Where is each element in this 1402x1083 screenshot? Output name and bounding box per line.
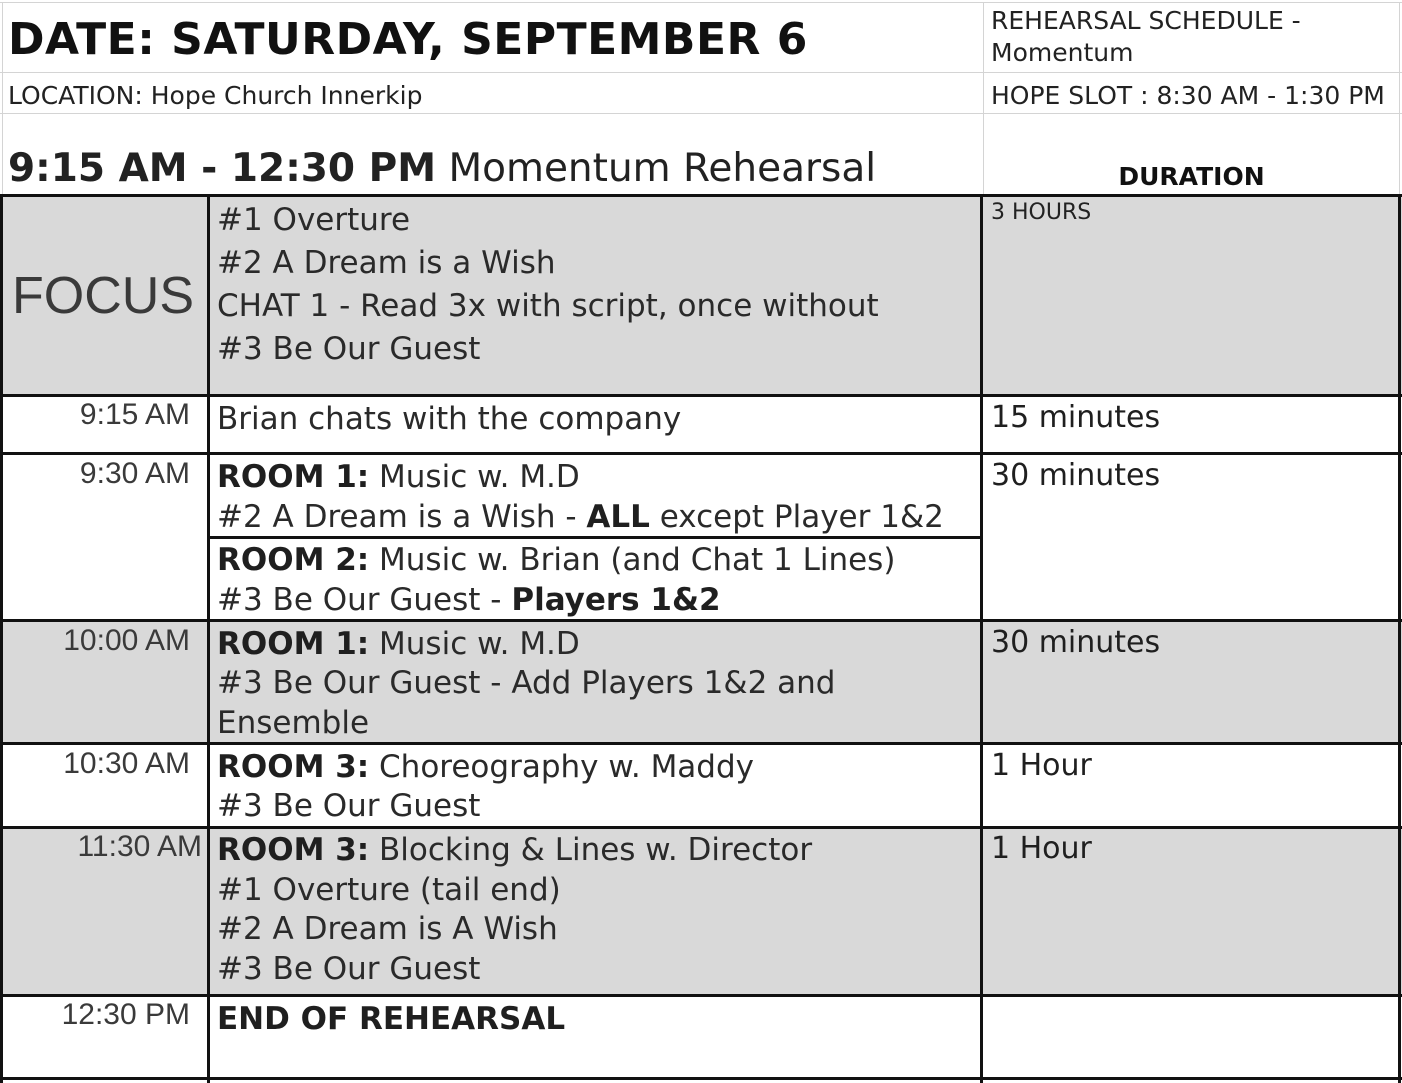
room-label: ROOM 2:: [217, 542, 370, 578]
gridline: [0, 2, 1402, 3]
row-duration: 1 Hour: [991, 831, 1092, 866]
table-border: [0, 826, 1402, 829]
table-border: [0, 742, 1402, 745]
schedule-title-line2: Momentum: [991, 38, 1134, 67]
row-duration: 1 Hour: [991, 748, 1092, 783]
duration-header: DURATION: [1118, 162, 1265, 191]
time-label: 11:30 AM: [77, 830, 202, 863]
table-border: [0, 1077, 1402, 1080]
focus-item: #3 Be Our Guest: [217, 331, 481, 367]
room2-detail: [217, 580, 721, 620]
end-label: END OF REHEARSAL: [217, 1001, 566, 1037]
gridline: [0, 72, 1402, 73]
row-activity: [217, 747, 754, 787]
row-detail: #3 Be Our Guest - Add Players 1&2 and: [217, 665, 836, 701]
row-duration: 30 minutes: [991, 625, 1161, 660]
room-label: ROOM 1:: [217, 626, 370, 662]
rehearsal-name: Momentum Rehearsal: [448, 146, 877, 191]
table-border: [0, 394, 1402, 397]
detail-bold: ALL: [586, 499, 650, 535]
gridline: [0, 113, 1402, 114]
focus-item: #2 A Dream is a Wish: [217, 245, 556, 281]
activity-text: Music w. Brian (and Chat 1 Lines): [369, 542, 896, 578]
location-text: LOCATION: Hope Church Innerkip: [8, 81, 423, 110]
row-detail: #3 Be Our Guest: [217, 951, 481, 987]
gridline: [2, 2, 3, 195]
room-label: ROOM 1:: [217, 459, 370, 495]
row-detail: #1 Overture (tail end): [217, 872, 561, 908]
time-range: 9:15 AM - 12:30 PM: [8, 146, 437, 191]
activity-text: Choreography w. Maddy: [369, 749, 755, 785]
detail-text: #3 Be Our Guest -: [217, 582, 512, 618]
rehearsal-time-range: [8, 146, 876, 191]
table-border: [0, 994, 1402, 997]
table-border: [980, 194, 983, 1083]
focus-duration: 3 HOURS: [991, 200, 1092, 225]
row-detail: Ensemble: [217, 705, 370, 741]
room-label: ROOM 3:: [217, 749, 370, 785]
room2-activity: [217, 540, 895, 580]
focus-label: FOCUS: [12, 267, 194, 325]
table-border: [1398, 194, 1401, 1083]
activity-text: Blocking & Lines w. Director: [369, 832, 813, 868]
time-label: 10:00 AM: [63, 624, 190, 657]
row-duration: 30 minutes: [991, 458, 1161, 493]
hope-slot-text: HOPE SLOT : 8:30 AM - 1:30 PM: [991, 81, 1385, 110]
room-label: ROOM 3:: [217, 832, 370, 868]
focus-item: #1 Overture: [217, 202, 411, 238]
activity-text: Music w. M.D: [369, 459, 580, 495]
row-detail: #2 A Dream is A Wish: [217, 911, 558, 947]
activity-text: Music w. M.D: [369, 626, 580, 662]
detail-text: except Player 1&2: [649, 499, 944, 535]
room1-activity: [217, 457, 580, 497]
detail-bold: Players 1&2: [511, 582, 721, 618]
table-border: [207, 194, 210, 1083]
time-label: 12:30 PM: [61, 998, 190, 1031]
detail-text: #2 A Dream is a Wish -: [217, 499, 587, 535]
date-heading: DATE: SATURDAY, SEPTEMBER 6: [8, 14, 808, 65]
time-label: 9:30 AM: [79, 457, 190, 490]
table-border: [0, 452, 1402, 455]
focus-item: CHAT 1 - Read 3x with script, once without: [217, 288, 879, 324]
row-duration: 15 minutes: [991, 400, 1161, 435]
end-of-rehearsal: [217, 999, 565, 1039]
time-label: 9:15 AM: [79, 398, 190, 431]
row-activity: [217, 830, 812, 870]
row-detail: #3 Be Our Guest: [217, 788, 481, 824]
room1-detail: [217, 497, 944, 537]
row-activity: Brian chats with the company: [217, 401, 682, 437]
schedule-title-line1: REHEARSAL SCHEDULE -: [991, 6, 1301, 35]
row-activity: [217, 624, 580, 664]
table-border: [0, 194, 1402, 197]
time-label: 10:30 AM: [63, 747, 190, 780]
